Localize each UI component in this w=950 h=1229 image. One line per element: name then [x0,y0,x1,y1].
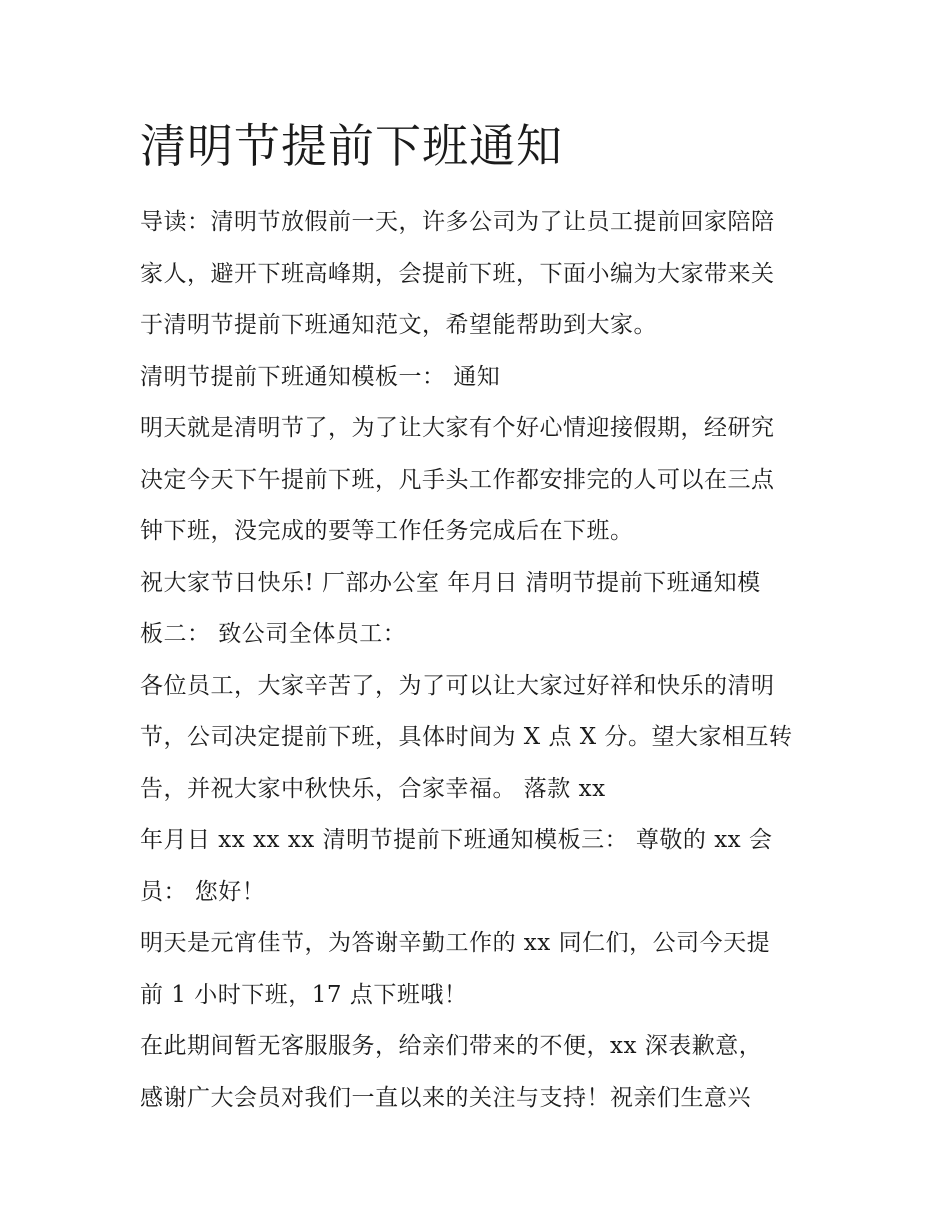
body-line: 导读：清明节放假前一天，许多公司为了让员工提前回家陪陪 [140,209,775,235]
body-line: 员： 您好！ [140,878,266,905]
body-line: 明天是元宵佳节，为答谢辛勤工作的 xx 同仁们，公司今天提 [140,930,771,956]
body-line: 前 1 小时下班，17 点下班哦！ [140,981,468,1008]
body-line: 钟下班，没完成的要等工作任务完成后在下班。 [140,518,634,544]
body-line: 在此期间暂无客服服务，给亲们带来的不便，xx 深表歉意， [140,1033,763,1059]
document-body [140,200,820,1127]
body-line: 祝大家节日快乐! 厂部办公室 年月日 清明节提前下班通知模 [140,569,761,596]
document-title: 清明节提前下班通知 [140,119,563,173]
body-line: 明天就是清明节了，为了让大家有个好心情迎接假期，经研究 [140,415,775,441]
body-line: 感谢广大会员对我们一直以来的关注与支持！祝亲们生意兴 [140,1084,751,1111]
body-line: 节，公司决定提前下班，具体时间为 X 点 X 分。望大家相互转 [140,724,793,750]
body-line: 年月日 xx xx xx 清明节提前下班通知模板三： 尊敬的 xx 会 [140,827,773,853]
body-line: 家人，避开下班高峰期，会提前下班，下面小编为大家带来关 [140,260,775,287]
body-line: 决定今天下午提前下班，凡手头工作都安排完的人可以在三点 [140,466,775,493]
body-line: 于清明节提前下班通知范文，希望能帮助到大家。 [140,312,657,338]
body-line: 清明节提前下班通知模板一： 通知 [140,363,501,390]
body-line: 各位员工，大家辛苦了，为了可以让大家过好祥和快乐的清明 [140,672,775,699]
body-line: 板二： 致公司全体员工： [140,621,407,647]
body-line: 告，并祝大家中秋快乐，合家幸福。 落款 xx [140,775,606,802]
